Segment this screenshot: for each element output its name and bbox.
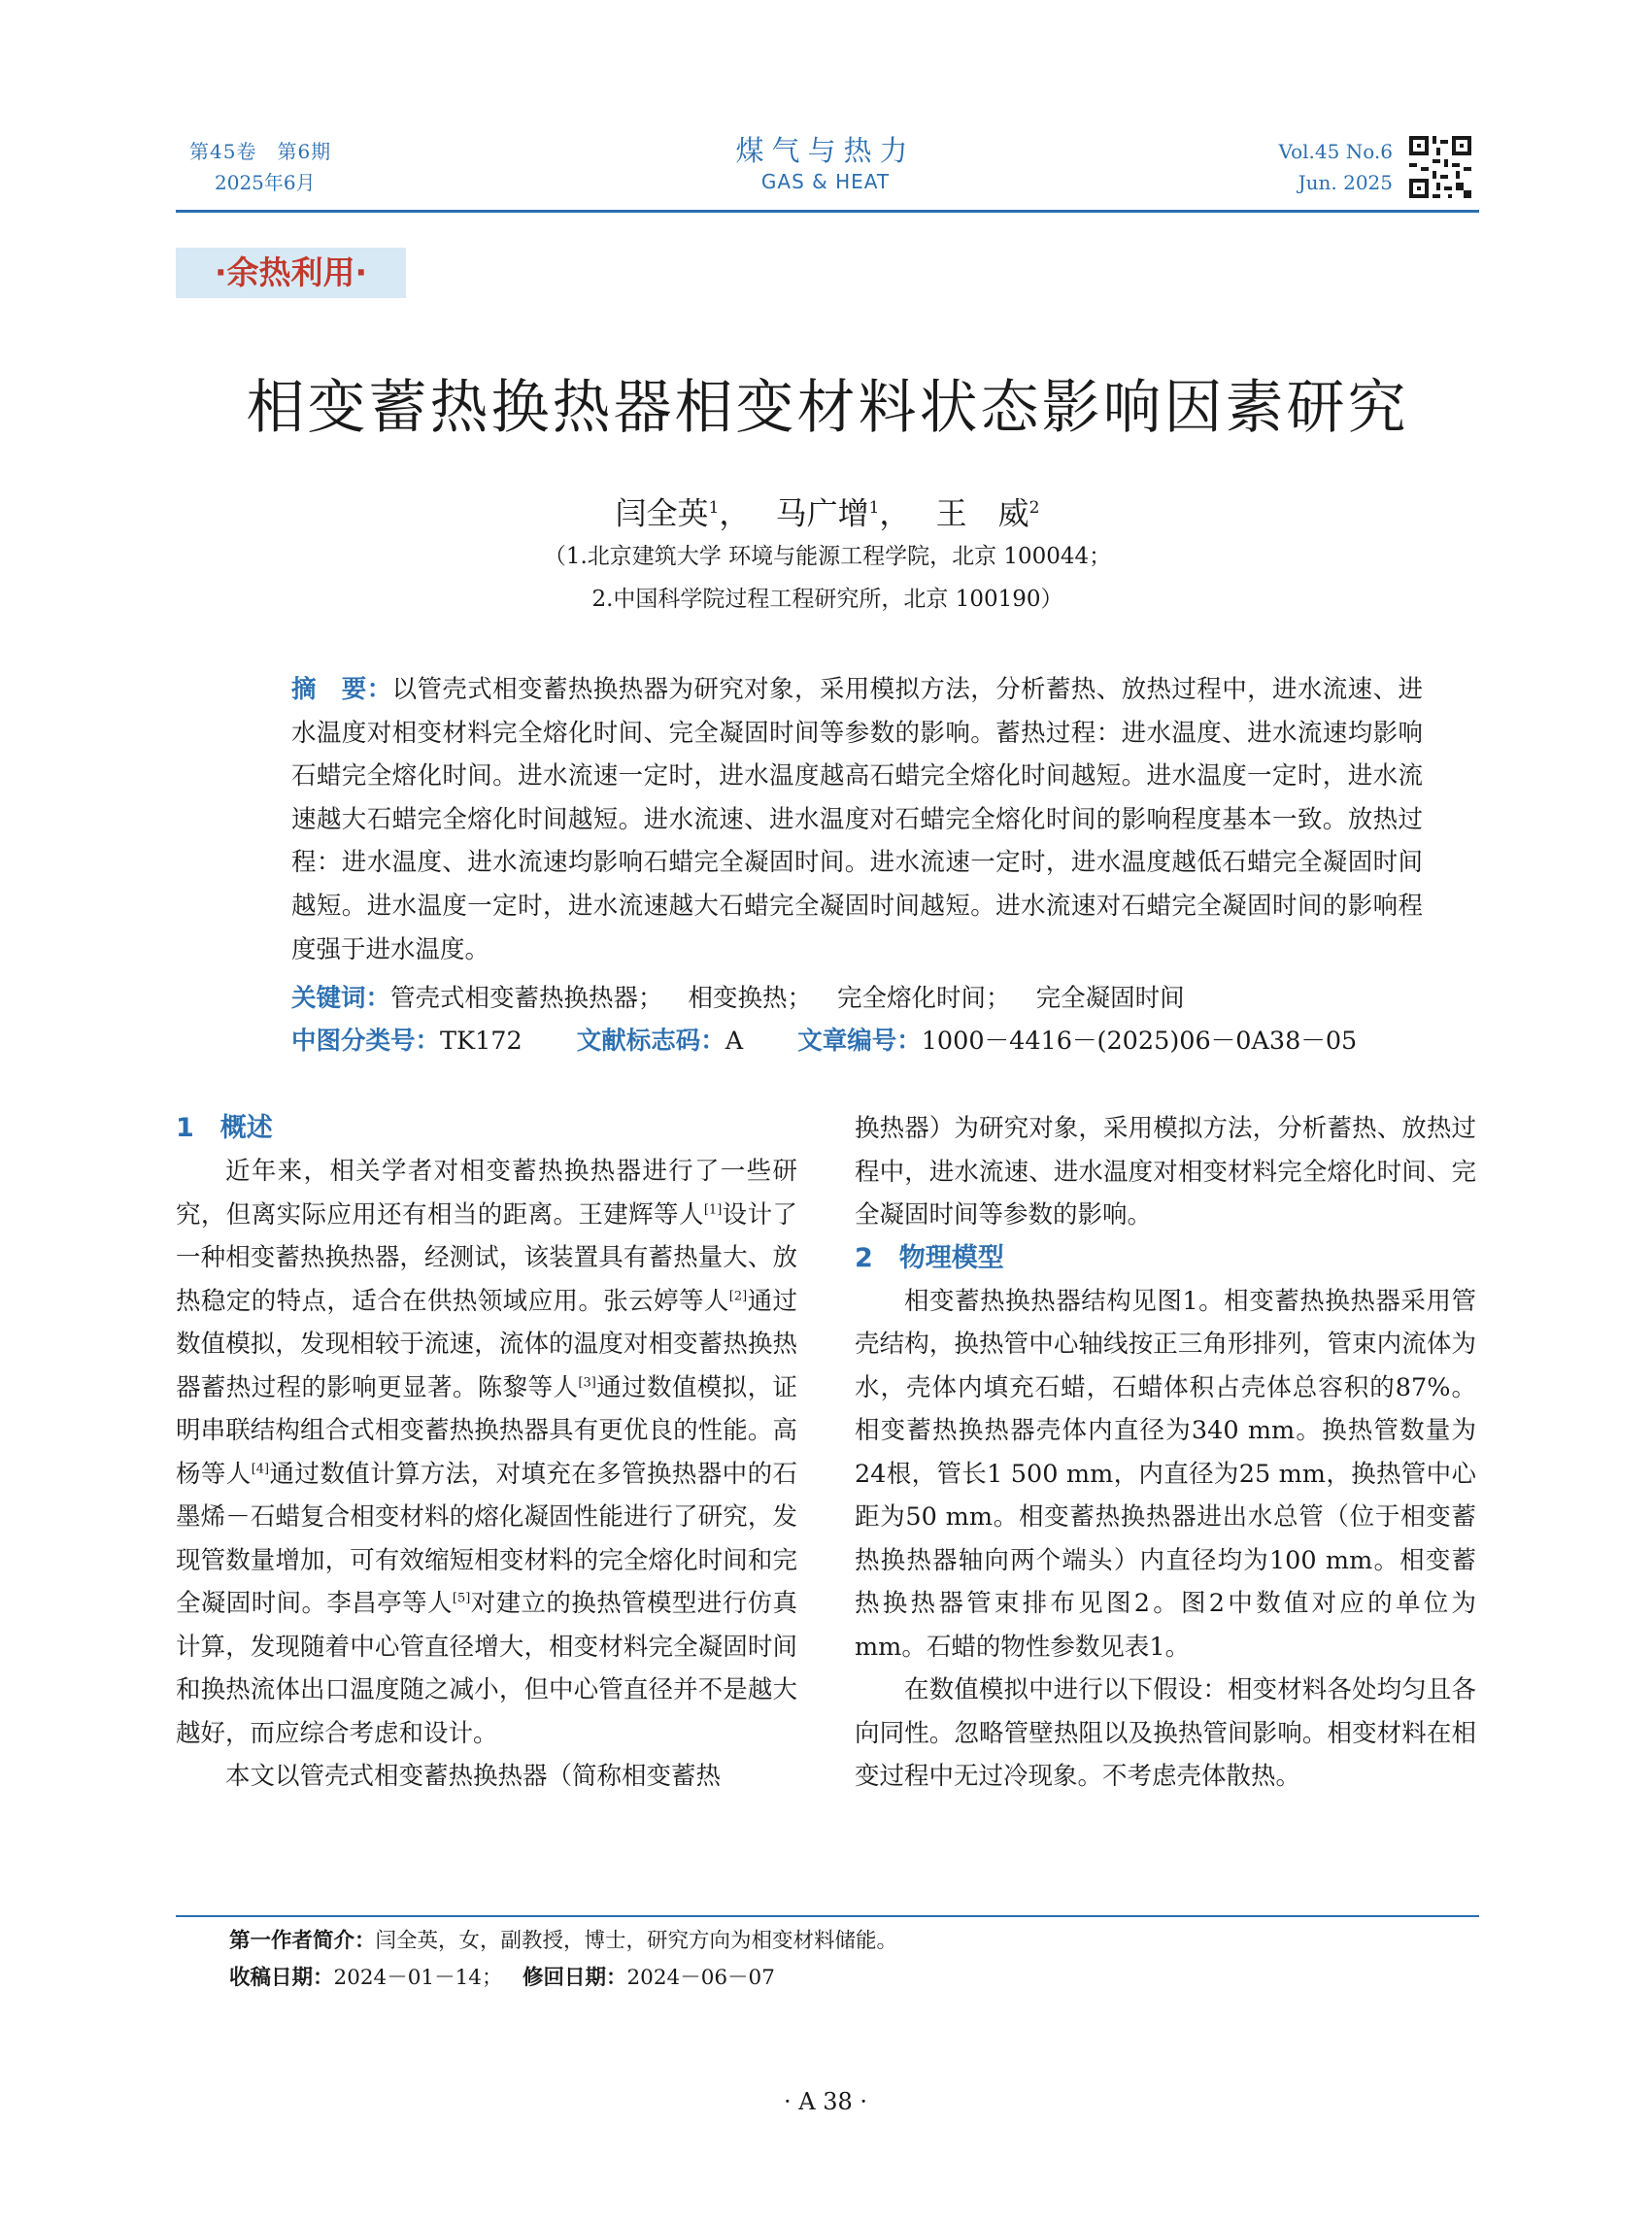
author-name: 闫全英: [615, 494, 709, 532]
paragraph-text: 通过数值模拟，证明串联结构组合式相变蓄热换热器具有更优良的性能。高杨等人: [176, 1372, 797, 1489]
revised-label: 修回日期：: [522, 1966, 627, 1990]
citation: [2]: [728, 1289, 748, 1303]
clc-label: 中图分类号：: [291, 1027, 441, 1056]
date-cn: 2025年6月: [215, 171, 316, 194]
footnote: [229, 1923, 1395, 1997]
author-bio-label: 第一作者简介：: [229, 1929, 376, 1953]
citation: [4]: [251, 1462, 270, 1476]
citation: [1]: [703, 1202, 723, 1217]
section-1-paragraph-2-continued: 换热器）为研究对象，采用模拟方法，分析蓄热、放热过程中，进水流速、进水温度对相变材料完全熔化时间、完全凝固时间等参数的影响。: [855, 1114, 1476, 1230]
first-author-bio: [229, 1923, 1395, 1960]
section-2-paragraph-1: 相变蓄热换热器结构见图1。相变蓄热换热器采用管壳结构，换热管中心轴线按正三角形排列，管束内流体为水，壳体内填充石蜡，石蜡体积占壳体总容积的87%。相变蓄热换热器壳体内直径为340 mm。换热管数量为24根，管长1 500 mm，内直径为25 mm，换热管中心距为50 mm。相变蓄热换热器进出水总管（位于相变蓄热换热器轴向两个端头）内直径均为100 mm。相变蓄热换热器管束排布见图2。图2中数值对应的单位为mm。石蜡的物性参数见表1。: [855, 1286, 1476, 1662]
section-1-paragraph-1: [176, 1150, 797, 1755]
qr-code-icon: [1409, 136, 1471, 198]
author-list: [176, 486, 1479, 536]
classification-line: [291, 1022, 1423, 1061]
revised-date: 2024－06－07: [626, 1966, 775, 1990]
doc-code-value: A: [725, 1027, 744, 1056]
citation: [5]: [452, 1591, 471, 1606]
abstract-text: 以管壳式相变蓄热换热器为研究对象，采用模拟方法，分析蓄热、放热过程中，进水流速、进水温度对相变材料完全熔化时间、完全凝固时间等参数的影响。蓄热过程：进水温度、进水流速均影响石蜡完全熔化时间。进水流速一定时，进水温度越高石蜡完全熔化时间越短。进水温度一定时，进水流速越大石蜡完全熔化时间越短。进水流速、进水温度对石蜡完全熔化时间的影响程度基本一致。放热过程：进水温度、进水流速均影响石蜡完全凝固时间。进水流速一定时，进水温度越低石蜡完全凝固时间越短。进水温度一定时，进水流速越大石蜡完全凝固时间越短。进水流速对石蜡完全凝固时间的影响程度强于进水温度。: [291, 675, 1423, 964]
keywords: [291, 979, 1423, 1018]
volume-cn: 第45卷 第6期: [189, 140, 332, 163]
author-name: 马广增: [775, 494, 869, 532]
abstract-label: 摘 要：: [291, 675, 392, 704]
body-column-left: [176, 1107, 797, 1799]
author-bio-text: 闫全英，女，副教授，博士，研究方向为相变材料储能。: [375, 1929, 898, 1953]
abstract: [291, 668, 1423, 971]
author-affiliation-mark: 1: [868, 498, 880, 518]
page-number: · A 38 ·: [783, 2088, 867, 2115]
paragraph-text: 对建立的换热管模型进行仿真计算，发现随着中心管直径增大，相变材料完全凝固时间和换热流体出口温度随之减小，但中心管直径并不是越大越好，而应综合考虑和设计。: [176, 1589, 797, 1748]
keyword: 管壳式相变蓄热换热器；: [390, 984, 663, 1013]
section-2-paragraph-2: 在数值模拟中进行以下假设：相变材料各处均匀且各向同性。忽略管壁热阻以及换热管间影响。相变材料在相变过程中无过冷现象。不考虑壳体散热。: [855, 1675, 1476, 1791]
column-tag: ·余热利用·: [176, 248, 406, 298]
body-column-right: [855, 1107, 1476, 1799]
keyword: 完全凝固时间: [1035, 984, 1185, 1013]
journal-name: [680, 131, 971, 193]
article-number-label: 文章编号：: [797, 1027, 922, 1056]
section-1-paragraph-2: 本文以管壳式相变蓄热换热器（简称相变蓄热: [225, 1762, 722, 1791]
volume-en: Vol.45 No.6: [1278, 140, 1393, 163]
journal-issue-en: [1253, 136, 1393, 198]
journal-name-cn: 煤气与热力: [735, 134, 916, 167]
received-date: 2024－01－14；: [333, 1966, 503, 1990]
author-name: 王 威: [935, 494, 1029, 532]
affiliation-2: 2.中国科学院过程工程研究所，北京 100190）: [591, 587, 1063, 612]
doc-code-label: 文献标志码：: [576, 1027, 725, 1056]
affiliation-1: （1.北京建筑大学 环境与能源工程学院，北京 100044；: [543, 544, 1112, 569]
author-affiliation-mark: 2: [1028, 498, 1040, 518]
journal-issue-cn: [189, 136, 331, 198]
citation: [3]: [578, 1375, 596, 1390]
dates-line: [229, 1960, 1395, 1997]
author-separator: ，: [719, 494, 766, 532]
paragraph-text: 近年来，相关学者对相变蓄热换热器进行了一些研究，但离实际应用还有相当的距离。王建辉等人: [176, 1157, 797, 1230]
keyword: 相变换热；: [688, 984, 813, 1013]
paragraph-text: 设计了一种相变蓄热换热器，经测试，该装置具有蓄热量大、放热稳定的特点，适合在供热领域应用。张云婷等人: [176, 1199, 797, 1316]
author-affiliation-mark: 1: [708, 498, 720, 518]
date-en: Jun. 2025: [1298, 171, 1393, 194]
keywords-label: 关键词：: [291, 984, 391, 1013]
paper-title: 相变蓄热换热器相变材料状态影响因素研究: [246, 374, 1409, 442]
paragraph-text: 通过数值模拟，发现相较于流速，流体的温度对相变蓄热换热器蓄热过程的影响更显著。陈黎等人: [176, 1286, 797, 1402]
header-divider: [176, 210, 1479, 213]
received-label: 收稿日期：: [229, 1966, 334, 1990]
footnote-divider: [176, 1915, 1479, 1917]
paragraph-text: 通过数值计算方法，对填充在多管换热器中的石墨烯－石蜡复合相变材料的熔化凝固性能进行了研究，发现管数量增加，可有效缩短相变材料的完全熔化时间和完全凝固时间。李昌亭等人: [176, 1459, 797, 1618]
keyword: 完全熔化时间；: [837, 984, 1011, 1013]
section-1-heading: 1 概述: [176, 1113, 273, 1143]
article-number-value: 1000－4416－(2025)06－0A38－05: [921, 1027, 1358, 1056]
section-2-heading: 2 物理模型: [855, 1242, 1004, 1273]
clc-value: TK172: [440, 1027, 523, 1056]
author-separator: ，: [879, 494, 927, 532]
journal-name-en: GAS & HEAT: [760, 170, 891, 193]
